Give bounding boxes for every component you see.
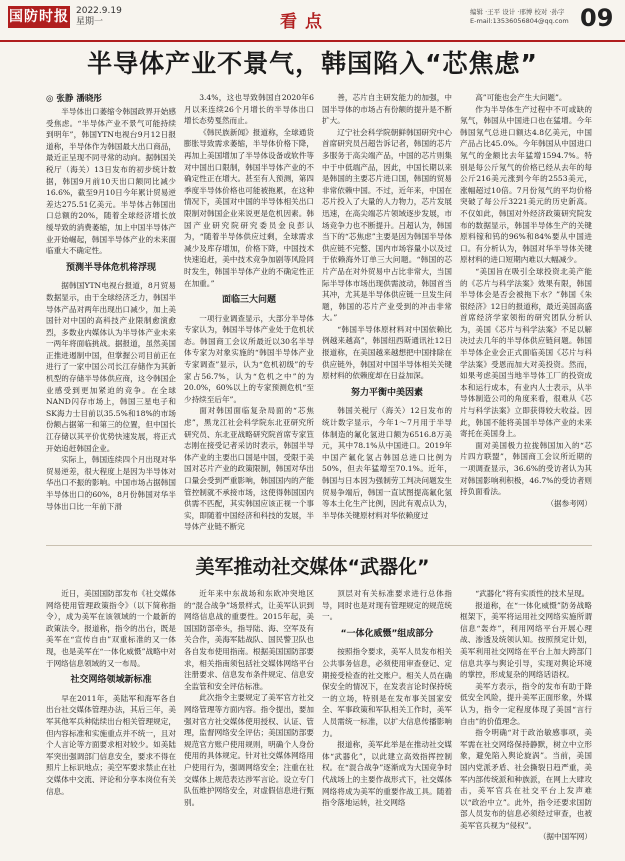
article1-byline: ◎ 张静 潘晓彤 bbox=[46, 94, 102, 104]
issue-date bbox=[76, 6, 122, 28]
article2-column-3 bbox=[322, 588, 452, 856]
article-divider bbox=[46, 545, 592, 546]
article1-column-1 bbox=[46, 106, 176, 556]
article1-column-3 bbox=[322, 92, 452, 542]
paragraph: 顶层对有关标准要求进行总体指导，同时也是对现有管理规定的规范统一。 bbox=[322, 589, 452, 622]
paragraph: 按照指令要求，美军人员发布相关公共事务信息，必须使用审查登记、定期接受检查的社交账户。相关人员在确保安全的情况下，在发表言论时保持统一的立场，特别是在发布事关国家安全、军事政策和军队相关工作时，美军人员需统一标准，以扩大信息传播影响力。 bbox=[322, 647, 452, 738]
paragraph: 3.4%，这也导致韩国自2020年6月以来连续26个月增长的半导体出口增长态势戛然而止。 bbox=[184, 93, 314, 126]
article2-column-1 bbox=[46, 588, 176, 856]
editors-info bbox=[470, 8, 569, 26]
paragraph: 美军方表示，指令的发布有助于降低安全风险，提升美军正面形象，外媒认为，指令一定程度体现了美国“言行自由”的价值理念。 bbox=[460, 681, 592, 726]
paragraph: 近日，美国国防部发布《社交媒体网络使用管理政策指令》（以下简称指令），成为美军在该领域的一个最新的政策法令。报道称，指令的出台，既是美军在“宣传自由”双重标准的又一体现，也是美军在“一体化威慑”战略中对于网络信息领域的又一布局。 bbox=[46, 589, 176, 668]
paragraph: 指令明确“对于政治敏感事项，美军需在社交网络保持静默，树立中立形象，避免陷入舆论旋涡”。当前，美国国内党派矛盾、社会撕裂日趋严重，美军内部传统派和种族派，在网上大肆攻击，美军官兵在社交平台上发声难以“政治中立”。此外，指令还要求国防部人员发布的信息必须经过审查，也被美军官兵视为“侵权”。 bbox=[460, 728, 592, 830]
article1-subheading-3: 努力平衡中美因素 bbox=[350, 387, 423, 398]
paragraph: 一项行业调查显示，大部分半导体专家认为，韩国半导体产业处于危机状态。韩国商工会议所最近以30名半导体专家为对象实施的“韩国半导体产业专家调查”显示，认为“危机初级”的专家占56.7%，认为“危机之中”的为20.0%，60%以上的专家预测危机“至少持续至后年”。 bbox=[184, 313, 314, 404]
article2-column-4 bbox=[460, 588, 592, 856]
article1-headline: 半导体产业不景气，韩国陷入“芯焦虑” bbox=[87, 49, 538, 78]
weekday-text: 星期一 bbox=[76, 17, 104, 27]
paragraph: 此次指令主要规定了美军官方社交网络管理等方面内容。指令提出，要加强对官方社交媒体使用授权、认证、管理，监督网络安全评估；美国国防部要规范官方账户使用规则，明确个人身份使用的具体规定。针对社交媒体网络用户使用行为，强调网络安全；注重在社交媒体上规范表达涉军言论。设立专门队伍维护网络安全，对虚假信息进行甄别。 bbox=[184, 693, 314, 807]
masthead bbox=[0, 0, 625, 42]
article1-column-2 bbox=[184, 92, 314, 542]
newspaper-logo: 国防时报 bbox=[8, 6, 70, 28]
paragraph: 面对韩国面临复杂局面的“芯焦虑”，黑龙江社会科学院东北亚研究所研究员、东北亚战略研究院首席专家笪志刚在接受记者采访时表示，韩国半导体产业的主要出口国是中国，受限于美国对芯片产业的政策限制，韩国对华出口量会受到严重影响，韩国国内的产能管控制就不承接市场，这使得韩国国内供需不匹配，其实韩国应该正视一个事实，即随着中国经济和科技的发展，半导体产业链不断完 bbox=[184, 406, 314, 532]
page-number: 09 bbox=[580, 4, 614, 32]
article2-column-2 bbox=[184, 588, 314, 856]
paragraph: 实际上，韩国连续四个月出现对华贸易逆差，很大程度上是因为半导体对华出口不振的影响。中国市场占据韩国半导体出口的60%，8月份韩国对华半导体出口比一年前下滑 bbox=[46, 455, 176, 511]
paragraph: 报道称，在“一体化威慑”防务战略框架下，美军将运用社交网络实施所谓信息“轰炸”，利用网络平台开展心理战、渗透及统领认知。按照预定计划，美军利用社交网络在平台上加大跨部门信息共享与舆论引导，实现对舆论环境的掌控，形成复杂的网络话语权。 bbox=[460, 600, 592, 680]
editors-email: E-mail:13536056804@qq.com bbox=[470, 17, 569, 25]
paragraph: “韩国半导体原材料对中国依赖比例越来越高”，韩国纽西斯通讯社12日报道称，在美国越来越想把中国排除在供应链外，韩国对中国半导体相关关键原材料的依赖度却在日益加深。 bbox=[322, 324, 452, 381]
article1-subheading-2: 面临三大问题 bbox=[221, 295, 276, 306]
paragraph: 据韩国YTN电视台报道，8月贸易数据显示，由于全球经济乏力，韩国半导体产品对两年出现出口减少，加上美国针对中国的高科技产业限制愈演愈烈，多数业内媒体认为半导体产业未来一两年将面临挑战。据报道，虽然美国正推进遏制中国，但掌握公司目前正在进行了一家中国公司长江存储作为其新机型的存储半导体供应商，这令韩国企业感受到更加紧迫的竞争。在全球NAND闪存市场上，韩国三星电子和SK海力士目前以35.5%和18%的市场份额占据第一和第三的位置，但中国长江存储以其平价优势快速发展，将正式开始追赶韩国企业。 bbox=[46, 281, 176, 453]
paragraph: 《韩民族新闻》报道称，全球通货膨胀导致需求萎缩，半导体价格下降，再加上美国增加了半导体设备或软件等对中国出口限制，韩国半导体产业的不确定性正在增大。甚至有人预测，第四季度半导体价格也可能被拖累，在这种情况下，美国对中国的半导体相关出口限制对韩国企业来说更是危机因素。韩国产业研究院研究委员金良彭认为，“随着半导体供应过剩，全球需求减少及库存增加，价格下降，中国技术快速追赶，美中技术竞争加剧等风险同时发生，韩国半导体产业的不确定性正在加重。” bbox=[184, 127, 314, 288]
article2-subheading-1: 社交网络领域新标准 bbox=[70, 675, 152, 686]
paragraph: “美国旨在吸引全球投资北美产能的《芯片与科学法案》效果有限，韩国半导体会是否会被拖下水？”韩国《朱银经济》12日的报道称，最近美国高盛首席经济学家领衔的研究团队分析认为，美国《芯片与科学法案》不足以解决过去几年的半导体供应链问题。韩国半导体企业会正式面临美国《芯片与科学法案》受恩而加大对美投资。然而，如果考虑美国当地半导体工厂的投资成本和运行成本，有业内人士表示，从半导体制造公司的角度来看，很难从《芯片与科学法案》立即获得较大收益。因此，韩国不能将美国半导体产业的未来寄托在美国身上。 bbox=[460, 266, 592, 439]
paragraph: 面对美国极力拉拢韩国加入的“芯片四方联盟”，韩国商工会议所近期的一项调查显示，36.6%的受访者认为其对韩国影响利积极，46.7%的受访者则持负面看法。 bbox=[460, 440, 592, 497]
editors-line: 编辑 ·王平 设计 ·邢博 校对 ·孙宇 bbox=[470, 8, 565, 16]
article2-subheading-2: “一体化威慑”组成部分 bbox=[340, 628, 434, 639]
paragraph: 辽宁社会科学院朝鲜韩国研究中心首席研究员吕超告诉记者，韩国的芯片多服务于高尖端产品，中国的芯片则集中于中低端产品，因此，中国长期以来是韩国的主要芯片进口国，韩国的贸易非常依赖中国。不过，近年来，中国在芯片投入了大量的人力物力，芯片发展迅速，在高尖端芯片领域逐步发展，市场竞争力也不断提升。吕超认为，韩国当下的“芯焦虑”主要是因为韩国半导体供应链不完整、国内市场容量小以及过于依赖海外订单三大问题。“韩国的芯片产品在对外贸易中占比非常大，当国际半导体市场出现供需波动，韩国首当其冲，尤其是半导体供应链一旦发生问题，韩国的芯片产业受到的冲击非常大。” bbox=[322, 127, 452, 323]
article2-source: （据中国军网） bbox=[538, 832, 592, 842]
paragraph: 作为半导体生产过程中不可或缺的氖气，韩国从中国进口也在猛增。今年韩国氖气总进口额达4.8亿美元，中国产品占比45.0%。今年韩国从中国进口氖气的金额比去年猛增1594.7%。特别是每公斤氖气的价格已经从去年的每公斤216美元涨到今年的2553美元，涨幅超过10倍。7月份氖气的平均价格突破了每公斤3221美元的历史新高。不仅如此，韩国对外经济政策研究院发布的数据显示，韩国半导体生产的关键原料镓和钨的96%和84%要从中国进口。有分析认为，韩国对华半导体关键原材料的进口短期内难以大幅减少。 bbox=[460, 104, 592, 265]
article1-subheading-1: 预测半导体危机将浮现 bbox=[65, 262, 156, 273]
paragraph: 韩国关税厅（海关）12日发布的统计数字显示，今年1～7月用于半导体制造的氟化氢进口额为6516.8万美元，其中78.1%从中国进口。2019年中国产氟化氢占韩国总进口比例为50%，但去年猛增至70.1%。近年，韩国与日本因为强制劳工判决问题发生贸易争端后，韩国一直试图提高氟化氢等本土化生产比例，因此有观点认为，半导体关键原材料对华依赖度过 bbox=[322, 406, 452, 520]
article2-headline: 美军推动社交媒体“武器化” bbox=[195, 556, 430, 578]
paragraph: 早在2011年，美陆军和海军各自出台社交媒体管理办法，其后三年，美军其他军兵种陆续出台相关管理规定，但内容标准和实施重点并不统一，且对个人言论等方面要求相对较少。如美陆军突出强调部门信息安全，要求不得在照片上标识地点；美空军要求禁止在社交媒体中交流、评论和分享本岗位有关信息。 bbox=[46, 693, 176, 796]
section-title: 看点 bbox=[280, 12, 330, 32]
paragraph: 半导体出口萎缩令韩国政界开始感受焦虑。“半导体产业不景气可能持续到明年”，韩国YTN电视台9月12日报道称，半导体作为韩国最大出口商品，最近正呈现不同寻常的动向。据韩国关税厅（海关）13日发布的初步统计数据，韩国9月前10天出口额同比减少16.6%，截至9月10日今年累计贸易逆差达275.51亿美元。半导体占韩国出口总额的20%，随着全球经济增长放缓导致的消费萎缩，加上中国半导体产业开始崛起，韩国半导体产业的未来面临重大不确定性。 bbox=[46, 107, 176, 256]
paragraph: 报道称，美军此举是在推动社交媒体“武器化”，以此建立高效指挥控制权。在“混合战争”逐渐成为大国竞争时代战场上的主要作战形式下，社交媒体网络将成为美军的重要作战工具。随着指令落地运转，社交网络 bbox=[322, 740, 452, 808]
paragraph: 善，芯片自主研发能力的加强，中国半导体的市场占有份额的提升是不断扩大。 bbox=[322, 93, 452, 126]
paragraph: “武器化”将有实质性的技术呈现。 bbox=[475, 589, 590, 598]
paragraph: 近年来中东战场和东欧冲突地区的“混合战争”场景样式，让美军认识到网络信息战的重要性。2015年起，美国国防部牵头，指导陆、海、空军及有关合作，美海军陆战队、国民警卫队也各自发布使用指南。根据美国国防部要求，相关指南须包括社交媒体网络平台注册要求、信息发布条件规定、信息安全监管和安全评估标准。 bbox=[184, 589, 314, 691]
date-text: 2022.9.19 bbox=[76, 6, 122, 16]
paragraph: 高”可能也会产生大问题”。 bbox=[475, 93, 567, 102]
article1-column-4 bbox=[460, 92, 592, 542]
article1-source: （据参考网） bbox=[546, 498, 592, 508]
